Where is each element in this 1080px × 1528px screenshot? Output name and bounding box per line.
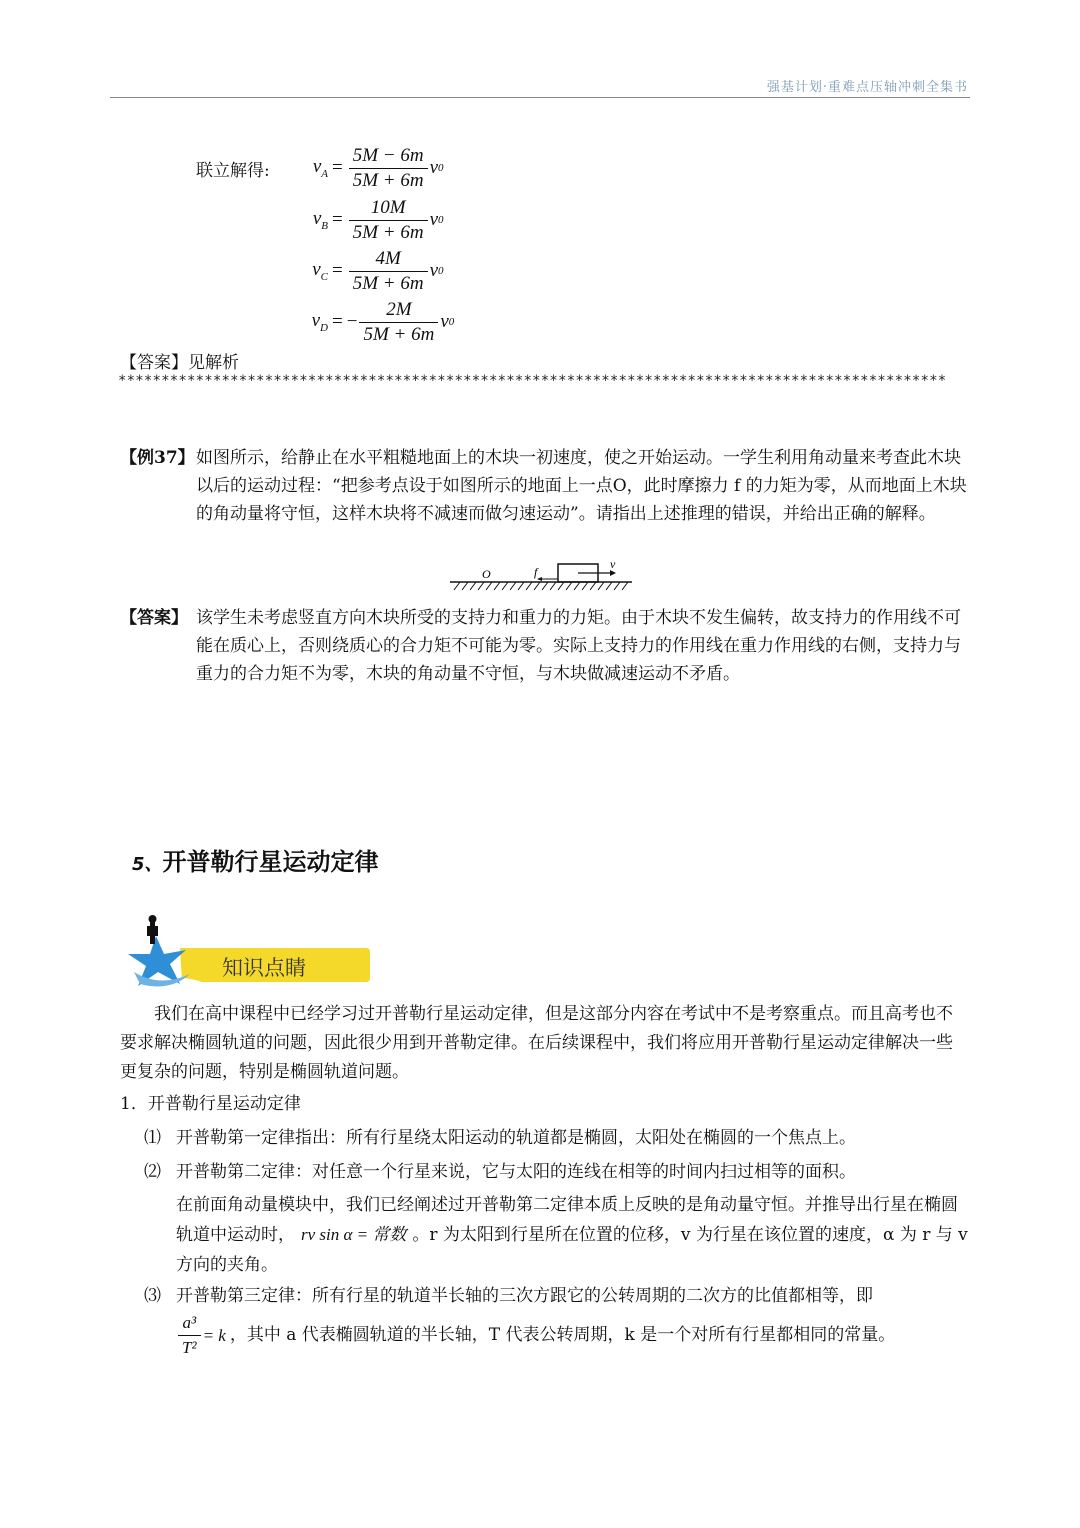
equation-va: $v_A$ = $\frac{5M - 6m}{5M + 6m}$ v 0 bbox=[312, 144, 444, 191]
velocity-label: v bbox=[610, 557, 616, 571]
example-37-tag: 【例37】 bbox=[120, 448, 195, 468]
example-37-answer-block bbox=[120, 604, 970, 688]
example-37-question: 如图所示，给静止在水平粗糙地面上的木块一初速度，使之开始运动。一学生利用角动量来考查此木块以后的运动过程：“把参考点设于如图所示的地面上一点O，此时摩擦力 f 的力矩为零，从而地面上木块的角动量将守恒，这样木块将不减速而做匀速运动”。请指出上述推理的错误，并给出正确的解释。 bbox=[196, 448, 967, 524]
knowledge-banner bbox=[120, 914, 380, 994]
banner-label: 知识点睛 bbox=[222, 956, 306, 980]
solution-answer: 【答案】见解析 bbox=[120, 353, 239, 373]
law-3: ⑶ 开普勒第三定律：所有行星的轨道半长轴的三次方跟它的公转周期的二次方的比值都相等，即 bbox=[144, 1286, 873, 1306]
friction-label: f bbox=[534, 565, 538, 579]
law-1: ⑴ 开普勒第一定律指出：所有行星绕太阳运动的轨道都是椭圆，太阳处在椭圆的一个焦点上。 bbox=[144, 1128, 856, 1148]
block-friction-diagram bbox=[446, 556, 636, 596]
intro-paragraph: 我们在高中课程中已经学习过开普勒行星运动定律，但是这部分内容在考试中不是考察重点。而且高考也不要求解决椭圆轨道的问题，因此很少用到开普勒定律。在后续课程中，我们将应用开普勒行星运动定律解决一些更复杂的问题，特别是椭圆轨道问题。 bbox=[120, 1004, 953, 1082]
header-divider bbox=[110, 97, 970, 98]
point-o-label: O bbox=[482, 567, 491, 581]
law-2-note: 在前面角动量模块中，我们已经阐述过开普勒第二定律本质上反映的是角动量守恒。并推导出行星在椭圆轨道中运动时， rv sin α = 常数 。r 为太阳到行星所在位置的位移，v 为行星在该位置的速度，α 为 r 与 v 方向的夹角。 bbox=[176, 1195, 968, 1275]
law-2: ⑵ 开普勒第二定律：对任意一个行星来说，它与太阳的连线在相等的时间内扫过相等的面积。 bbox=[144, 1162, 856, 1182]
section-title-text: 开普勒行星运动定律 bbox=[162, 848, 379, 876]
equation-list bbox=[290, 142, 454, 348]
heading-kepler-laws: 1．开普勒行星运动定律 bbox=[120, 1094, 301, 1114]
solution-intro-label: 联立解得: bbox=[196, 161, 270, 181]
equation-vc: $v_C$ = $\frac{4M}{5M + 6m}$ v 0 bbox=[312, 247, 444, 294]
separator-stars: ************************************************************************************************ bbox=[118, 373, 947, 389]
section-number: 5、 bbox=[132, 854, 163, 875]
equation-vd: $v_D$ = − $\frac{2M}{5M + 6m}$ v 0 bbox=[311, 298, 455, 345]
example-37 bbox=[120, 444, 970, 528]
equation-vb: $v_B$ = $\frac{10M}{5M + 6m}$ v 0 bbox=[312, 196, 444, 243]
example-37-answer-tag: 【答案】 bbox=[120, 608, 188, 628]
law-3-formula-line: $\frac{\text{a³}}{\text{T²}}$ = k ，其中 a 代表椭圆轨道的半长轴，T 代表公转周期，k 是一个对所有行星都相同的常量。 bbox=[120, 1312, 968, 1359]
example-37-answer: 该学生未考虑竖直方向木块所受的支持力和重力的力矩。由于木块不发生偏转，故支持力的作用线不可能在质心上，否则绕质心的合力矩不可能为零。实际上支持力的作用线在重力作用线的右侧，支持力与重力的合力矩不为零，木块的角动量不守恒，与木块做减速运动不矛盾。 bbox=[196, 608, 961, 684]
header-title: 强基计划·重难点压轴冲刺全集书 bbox=[766, 80, 968, 95]
section-title bbox=[132, 842, 379, 877]
